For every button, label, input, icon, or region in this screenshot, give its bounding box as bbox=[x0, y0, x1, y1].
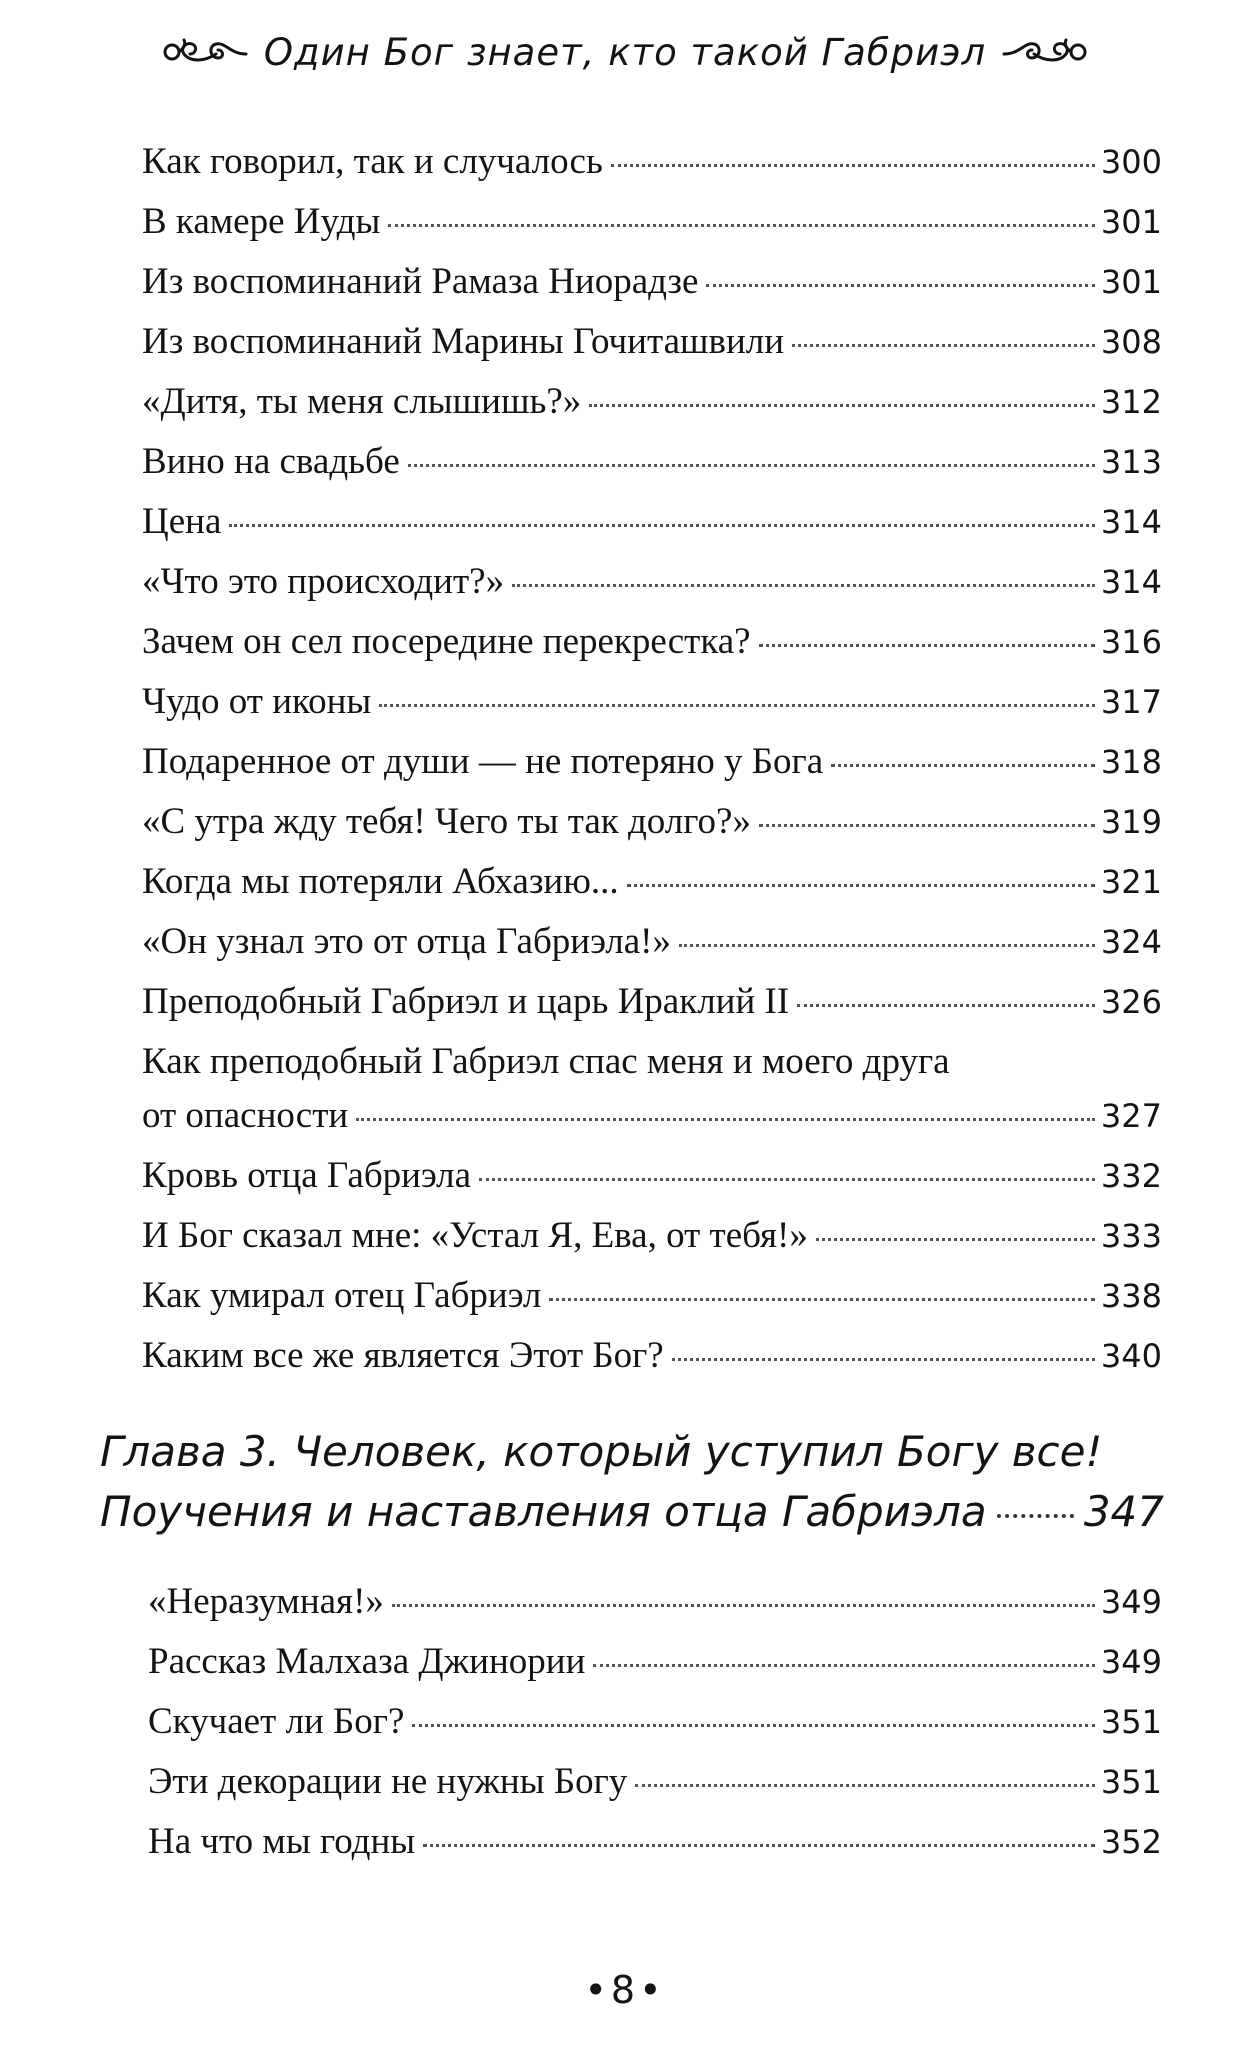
toc-entry-title: Как говорил, так и случалось bbox=[142, 141, 603, 182]
dot-leader bbox=[672, 1358, 1095, 1361]
toc-entry bbox=[142, 860, 1162, 904]
toc-entry bbox=[142, 920, 1162, 964]
dot-leader bbox=[423, 1844, 1095, 1847]
toc-entry bbox=[142, 1154, 1162, 1198]
dot-leader bbox=[479, 1178, 1095, 1181]
page-number bbox=[0, 1968, 1250, 2012]
toc-entry bbox=[142, 620, 1162, 664]
page-number-value: 8 bbox=[610, 1968, 640, 2012]
toc-entry-page: 312 bbox=[1100, 383, 1162, 421]
dot-leader bbox=[797, 1004, 1095, 1007]
toc-entry-title-line1: Как преподобный Габриэл спас меня и моего друга bbox=[142, 1041, 950, 1082]
bullet-icon: • bbox=[584, 1968, 611, 2012]
toc-entry-page: 351 bbox=[1100, 1703, 1162, 1741]
toc-entry-page: 308 bbox=[1100, 323, 1162, 361]
toc-entry-title: Рассказ Малхаза Джинории bbox=[148, 1641, 586, 1682]
running-header bbox=[0, 22, 1250, 82]
dot-leader bbox=[392, 1604, 1095, 1607]
chapter-heading bbox=[100, 1484, 1164, 1540]
dot-leader bbox=[593, 1664, 1095, 1667]
toc-entry-title: И Бог сказал мне: «Устал Я, Ева, от тебя!» bbox=[142, 1215, 808, 1256]
dot-leader bbox=[997, 1514, 1074, 1518]
toc-entry-page: 316 bbox=[1100, 623, 1162, 661]
dot-leader bbox=[229, 524, 1095, 527]
dot-leader bbox=[706, 284, 1094, 287]
toc-entry-page: 321 bbox=[1100, 863, 1162, 901]
toc-entry-page: 352 bbox=[1100, 1823, 1162, 1861]
toc-entry-title: «Он узнал это от отца Габриэла!» bbox=[142, 921, 671, 962]
toc-entry-title: Подаренное от души — не потеряно у Бога bbox=[142, 741, 824, 782]
toc-entry-title: Зачем он сел посередине перекрестка? bbox=[142, 621, 751, 662]
toc-entry-title: «Неразумная!» bbox=[148, 1581, 384, 1622]
dot-leader bbox=[635, 1784, 1095, 1787]
toc-entry-page: 327 bbox=[1100, 1097, 1162, 1135]
toc-entry-title: Из воспоминаний Марины Гочиташвили bbox=[142, 321, 785, 362]
toc-entry bbox=[148, 1820, 1162, 1864]
toc-entry bbox=[142, 320, 1162, 364]
chapter-page: 347 bbox=[1083, 1487, 1164, 1536]
toc-entry-title: Чудо от иконы bbox=[142, 681, 372, 722]
toc-entry bbox=[142, 800, 1162, 844]
right-ornament-icon bbox=[1000, 32, 1090, 72]
dot-leader bbox=[388, 224, 1095, 227]
toc-entry-page: 301 bbox=[1100, 263, 1162, 301]
toc-entry-page: 324 bbox=[1100, 923, 1162, 961]
toc-entry bbox=[142, 1214, 1162, 1258]
toc-entry bbox=[142, 140, 1162, 184]
toc-entry-title: Из воспоминаний Рамаза Ниорадзе bbox=[142, 261, 699, 302]
toc-entry-page: 333 bbox=[1100, 1217, 1162, 1255]
toc-entry bbox=[142, 1094, 1162, 1138]
dot-leader bbox=[379, 704, 1095, 707]
toc-entry bbox=[148, 1640, 1162, 1684]
toc-entry-title: Вино на свадьбе bbox=[142, 441, 400, 482]
toc-entry-page: 318 bbox=[1100, 743, 1162, 781]
dot-leader bbox=[831, 764, 1095, 767]
dot-leader bbox=[759, 824, 1095, 827]
dot-leader bbox=[408, 464, 1095, 467]
toc-entry-title: от опасности bbox=[142, 1095, 349, 1136]
toc-entry bbox=[142, 560, 1162, 604]
toc-entry-page: 300 bbox=[1100, 143, 1162, 181]
toc-entry bbox=[142, 680, 1162, 724]
running-header-title: Один Бог знает, кто такой Габриэл bbox=[263, 30, 987, 74]
dot-leader bbox=[589, 404, 1095, 407]
toc-entry-title: Как умирал отец Габриэл bbox=[142, 1275, 542, 1316]
toc-entry bbox=[142, 440, 1162, 484]
toc-entry bbox=[142, 1274, 1162, 1318]
toc-entry bbox=[142, 1334, 1162, 1378]
toc-entry-page: 338 bbox=[1100, 1277, 1162, 1315]
toc-entry bbox=[142, 980, 1162, 1024]
dot-leader bbox=[792, 344, 1095, 347]
toc-entry-title: На что мы годны bbox=[148, 1821, 416, 1862]
toc-entry bbox=[148, 1580, 1162, 1624]
toc-entry-title: «Что это происходит?» bbox=[142, 561, 505, 602]
toc-entry-page: 326 bbox=[1100, 983, 1162, 1021]
toc-entry-page: 340 bbox=[1100, 1337, 1162, 1375]
dot-leader bbox=[627, 884, 1095, 887]
toc-entry-title: В камере Иуды bbox=[142, 201, 381, 242]
toc-entry bbox=[142, 200, 1162, 244]
toc-entry-page: 313 bbox=[1100, 443, 1162, 481]
dot-leader bbox=[512, 584, 1095, 587]
dot-leader bbox=[356, 1118, 1095, 1121]
toc-entry-page: 314 bbox=[1100, 503, 1162, 541]
toc-entry-title: Каким все же является Этот Бог? bbox=[142, 1335, 664, 1376]
toc-entry-page: 349 bbox=[1100, 1643, 1162, 1681]
chapter-heading-line2: Поучения и наставления отца Габриэла bbox=[100, 1487, 987, 1536]
left-ornament-icon bbox=[160, 32, 250, 72]
toc-entry-title: Когда мы потеряли Абхазию... bbox=[142, 861, 619, 902]
dot-leader bbox=[412, 1724, 1095, 1727]
toc-entry-title: Эти декорации не нужны Богу bbox=[148, 1761, 628, 1802]
chapter-heading-line1: Глава 3. Человек, который уступил Богу все! bbox=[100, 1427, 1103, 1476]
toc-entry bbox=[142, 380, 1162, 424]
toc-entry bbox=[148, 1760, 1162, 1804]
toc-entry bbox=[142, 740, 1162, 784]
toc-entry-title: Скучает ли Бог? bbox=[148, 1701, 405, 1742]
dot-leader bbox=[679, 944, 1095, 947]
toc-entry-page: 349 bbox=[1100, 1583, 1162, 1621]
toc-entry-title: Кровь отца Габриэла bbox=[142, 1155, 472, 1196]
dot-leader bbox=[759, 644, 1095, 647]
dot-leader bbox=[611, 164, 1095, 167]
bullet-icon: • bbox=[639, 1968, 666, 2012]
toc-entry-page: 332 bbox=[1100, 1157, 1162, 1195]
toc-entry-page: 351 bbox=[1100, 1763, 1162, 1801]
toc-entry bbox=[148, 1700, 1162, 1744]
dot-leader bbox=[549, 1298, 1095, 1301]
toc-entry-page: 314 bbox=[1100, 563, 1162, 601]
toc-entry-page: 317 bbox=[1100, 683, 1162, 721]
toc-entry-title: «Дитя, ты меня слышишь?» bbox=[142, 381, 582, 422]
toc-entry-page: 301 bbox=[1100, 203, 1162, 241]
toc-entry-page: 319 bbox=[1100, 803, 1162, 841]
toc-entry bbox=[142, 260, 1162, 304]
toc-entry-title: Преподобный Габриэл и царь Ираклий II bbox=[142, 981, 790, 1022]
toc-entry bbox=[142, 500, 1162, 544]
toc-entry-title: Цена bbox=[142, 501, 222, 542]
dot-leader bbox=[816, 1238, 1095, 1241]
toc-entry-title: «С утра жду тебя! Чего ты так долго?» bbox=[142, 801, 751, 842]
